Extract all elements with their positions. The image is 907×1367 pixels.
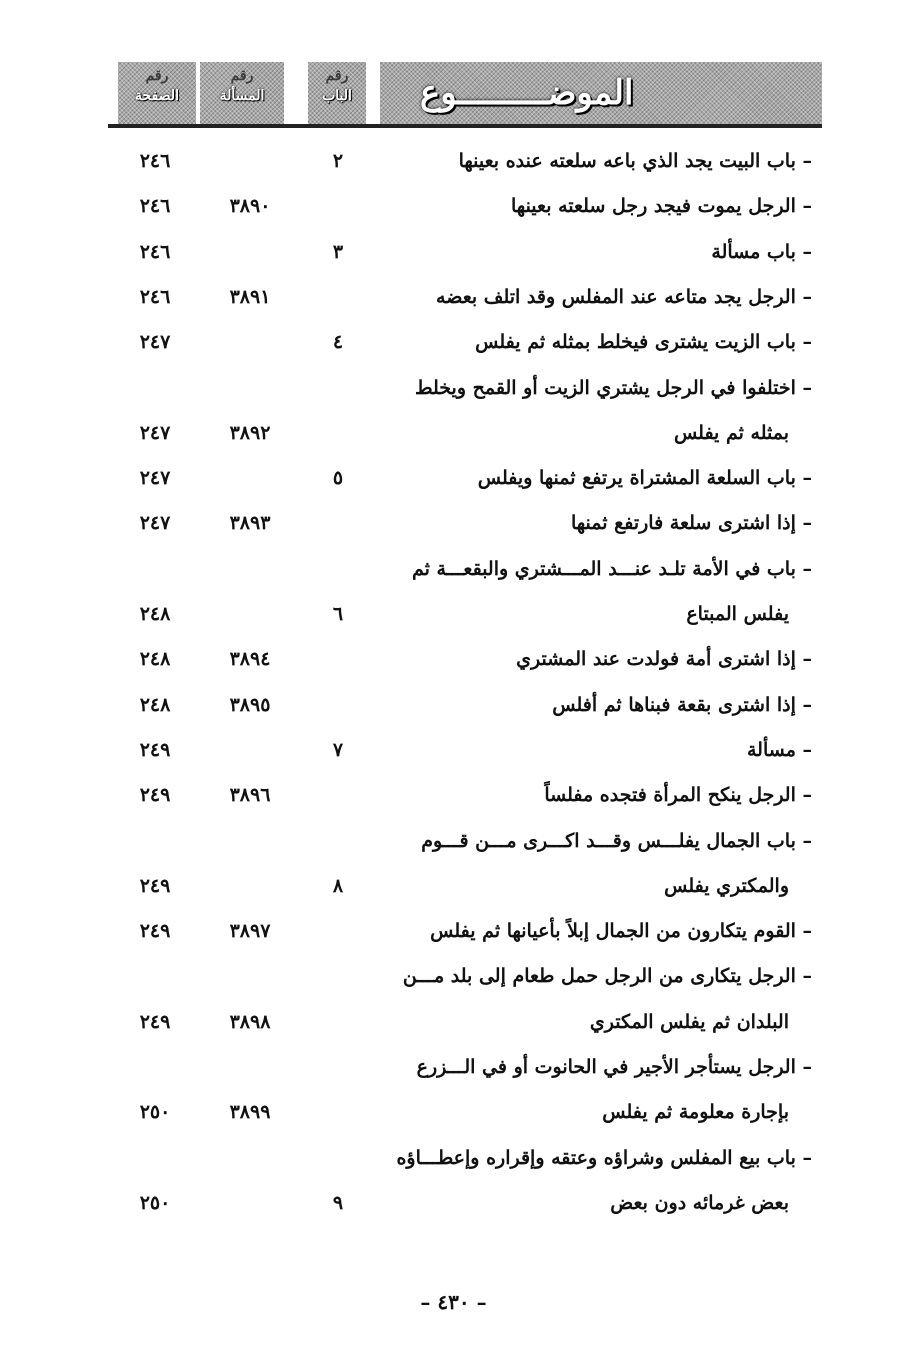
row-page-number: ٢٤٨ — [139, 648, 171, 671]
index-row — [0, 546, 907, 592]
index-row — [0, 138, 907, 184]
row-page-number: ٢٤٩ — [139, 784, 171, 807]
row-subject: – اختلفوا في الرجل يشتري الزيت أو القمح ويخلط — [414, 376, 812, 399]
row-issue-number: ٣٨٩٤ — [229, 648, 271, 671]
row-subject: – باب الزيت يشترى فيخلط بمثله ثم يفلس — [475, 331, 812, 354]
header-chapter-number — [308, 62, 366, 124]
header-subject: الموضـــــــــوع — [380, 62, 822, 124]
row-page-number: ٢٤٦ — [139, 195, 171, 218]
row-subject: – القوم يتكارون من الجمال إبلاً بأعيانها ثم يفلس — [430, 920, 812, 943]
row-chapter-number: ٥ — [332, 467, 344, 490]
row-subject: بإجارة معلومة ثم يفلس — [602, 1101, 789, 1124]
header-page-number-line2: الصفحة — [135, 88, 179, 104]
index-row — [0, 410, 907, 456]
row-issue-number: ٣٨٩٦ — [229, 784, 271, 807]
row-subject: البلدان ثم يفلس المكتري — [589, 1010, 789, 1033]
index-row — [0, 727, 907, 773]
header-chapter-number-line2: الباب — [322, 88, 352, 104]
row-issue-number: ٣٨٩٥ — [229, 693, 271, 716]
index-row — [0, 591, 907, 637]
row-issue-number: ٣٨٩٧ — [229, 920, 271, 943]
row-page-number: ٢٤٨ — [139, 603, 171, 625]
row-page-number: ٢٤٦ — [139, 285, 171, 308]
row-subject: – إذا اشترى أمة فولدت عند المشتري — [516, 648, 812, 671]
header-issue-number — [200, 62, 284, 124]
row-subject: – الرجل ينكح المرأة فتجده مفلساً — [544, 784, 812, 807]
index-row — [0, 1135, 907, 1181]
index-row — [0, 953, 907, 999]
row-page-number: ٢٤٧ — [139, 331, 171, 354]
index-row — [0, 229, 907, 275]
header-issue-number-line1: رقم — [230, 68, 254, 84]
row-issue-number: ٣٨٩٩ — [229, 1101, 271, 1124]
index-row — [0, 636, 907, 682]
index-row — [0, 365, 907, 411]
row-subject: – باب في الأمة تلـد عنـــد المـــشتري والبقعـــة ثم — [411, 557, 812, 580]
page-number: – ٤٣٠ – — [420, 1290, 487, 1314]
index-row — [0, 1044, 907, 1090]
row-page-number: ٢٤٨ — [139, 693, 171, 716]
row-page-number: ٢٤٩ — [139, 874, 171, 897]
row-chapter-number: ٢ — [332, 150, 344, 172]
index-row — [0, 319, 907, 365]
index-row — [0, 682, 907, 728]
row-subject: – الرجل يتكارى من الرجل حمل طعام إلى بلد مـــن — [402, 965, 812, 988]
index-row — [0, 1180, 907, 1226]
row-subject: – إذا اشترى بقعة فبناها ثم أفلس — [552, 693, 812, 716]
row-subject: – باب السلعة المشتراة يرتفع ثمنها ويفلس — [477, 467, 812, 490]
row-page-number: ٢٤٦ — [139, 240, 171, 263]
table-header — [108, 62, 822, 128]
row-subject: – باب البيت يجد الذي باعه سلعته عنده بعينها — [458, 150, 812, 172]
index-row — [0, 274, 907, 320]
row-subject: – الرجل يموت فيجد رجل سلعته بعينها — [511, 195, 812, 218]
row-chapter-number: ٤ — [332, 331, 344, 354]
row-page-number: ٢٤٩ — [139, 1010, 171, 1033]
index-row — [0, 1089, 907, 1135]
row-subject: يفلس المبتاع — [686, 603, 789, 625]
index-row — [0, 863, 907, 909]
row-subject: – باب مسألة — [711, 240, 812, 263]
row-subject: بعض غرمائه دون بعض — [610, 1191, 789, 1214]
row-chapter-number: ٩ — [332, 1191, 344, 1214]
index-row — [0, 772, 907, 818]
row-chapter-number: ٦ — [332, 603, 344, 625]
row-page-number: ٢٤٩ — [139, 920, 171, 943]
row-page-number: ٢٥٠ — [139, 1191, 171, 1214]
row-chapter-number: ٣ — [332, 240, 344, 263]
row-chapter-number: ٨ — [332, 874, 344, 897]
row-issue-number: ٣٨٩١ — [229, 285, 271, 308]
row-page-number: ٢٤٧ — [139, 467, 171, 490]
row-page-number: ٢٤٦ — [139, 150, 171, 172]
row-page-number: ٢٤٧ — [139, 512, 171, 535]
row-issue-number: ٣٨٩٣ — [229, 512, 271, 535]
row-subject: – الرجل يستأجر الأجير في الحانوت أو في الـــزرع — [416, 1056, 812, 1078]
row-chapter-number: ٧ — [332, 738, 344, 761]
row-page-number: ٢٤٧ — [139, 421, 171, 444]
header-rule — [108, 124, 822, 128]
header-page-number-line1: رقم — [145, 68, 169, 84]
row-subject: – الرجل يجد متاعه عند المفلس وقد اتلف بعضه — [436, 285, 812, 308]
row-issue-number: ٣٨٩٨ — [229, 1010, 271, 1033]
index-row — [0, 818, 907, 864]
row-issue-number: ٣٨٩٢ — [229, 421, 271, 444]
row-page-number: ٢٤٩ — [139, 738, 171, 761]
row-subject: – باب الجمال يفلـــس وقـــد اكـــرى مـــن قـــوم — [421, 829, 812, 852]
row-page-number: ٢٥٠ — [139, 1101, 171, 1124]
row-subject: – باب بيع المفلس وشراؤه وعتقه وإقراره وإعطـــاؤه — [396, 1146, 812, 1169]
header-page-number — [118, 62, 196, 124]
index-row — [0, 500, 907, 546]
index-row — [0, 908, 907, 954]
index-row — [0, 455, 907, 501]
row-subject: – إذا اشترى سلعة فارتفع ثمنها — [570, 512, 812, 535]
row-subject: بمثله ثم يفلس — [673, 421, 789, 444]
row-subject: – مسألة — [746, 738, 812, 761]
row-subject: والمكتري يفلس — [664, 874, 789, 897]
header-chapter-number-line1: رقم — [325, 68, 349, 84]
index-row — [0, 999, 907, 1045]
index-row — [0, 183, 907, 229]
header-issue-number-line2: المسألة — [219, 88, 265, 104]
row-issue-number: ٣٨٩٠ — [229, 195, 271, 218]
